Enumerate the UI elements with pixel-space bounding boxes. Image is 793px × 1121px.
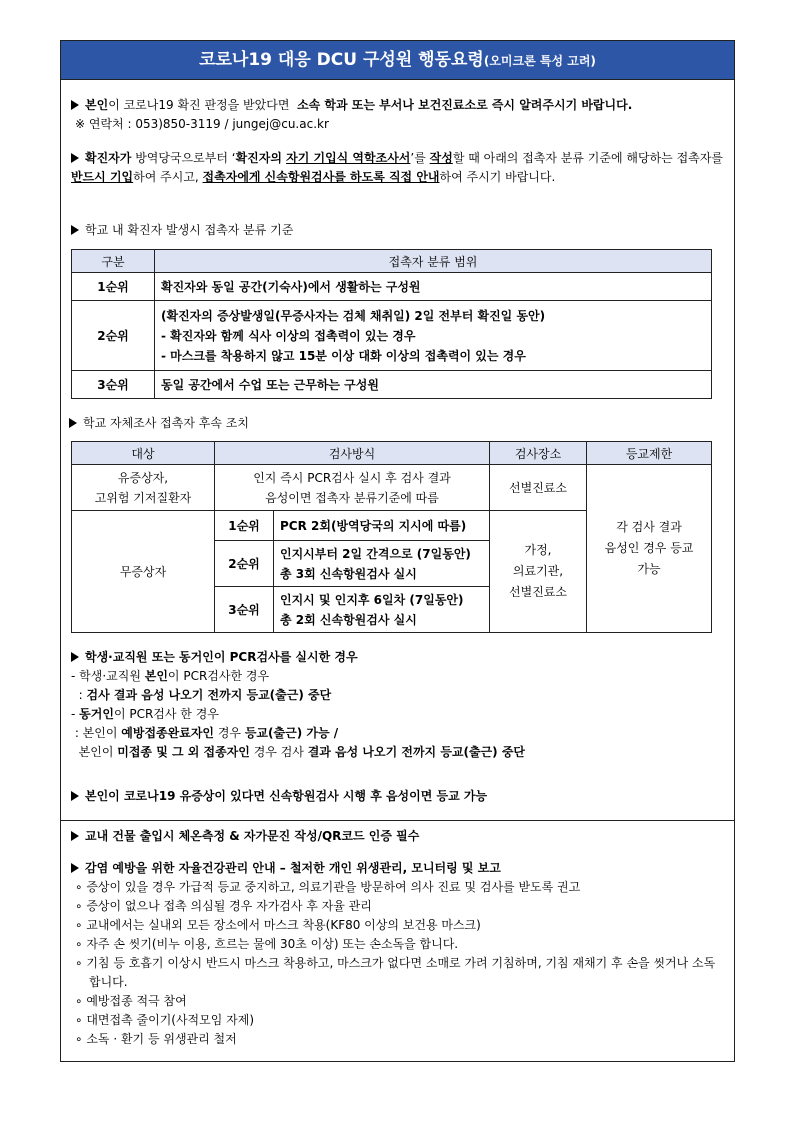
prevention-list xyxy=(71,878,726,1049)
col-header: 검사장소 xyxy=(490,442,587,465)
symptom-notice: 본인이 코로나19 유증상이 있다면 신속항원검사 시행 후 음성이면 등교 가능 xyxy=(71,787,726,806)
col-header: 대상 xyxy=(72,442,215,465)
confirmed-notice: 확진자가 방역당국으로부터 ‘확진자의 자기 기입식 역학조사서’를 작성할 때 아래의 접촉자 분류 기준에 해당하는 접촉자를 반드시 기입하여 주시고, 접촉자에게 신속항원검사를 하도록 직접 안내하여 주시기 바랍니다. xyxy=(71,151,723,184)
classification-table xyxy=(71,249,712,399)
list-item: ∘ 교내에서는 실내외 모든 장소에서 마스크 착용(KF80 이상의 보건용 마스크) xyxy=(75,918,481,932)
triangle-bullet-icon xyxy=(71,153,79,163)
followup-heading: 학교 자체조사 접촉자 후속 조치 xyxy=(69,414,724,433)
triangle-bullet-icon xyxy=(71,831,79,841)
triangle-bullet-icon xyxy=(71,791,79,801)
table-row: 유증상자, 고위험 기저질환자 인지 즉시 PCR검사 실시 후 검사 결과 음성이면 접촉자 분류기준에 따름 선별진료소 각 검사 결과 음성인 경우 등교 가능 xyxy=(72,465,712,511)
followup-table xyxy=(71,441,712,633)
title-main: 코로나19 대응 DCU 구성원 행동요령 xyxy=(199,50,484,70)
table-row: 3순위 인지시 및 인지후 6일차 (7일동안) 총 2회 신속항원검사 실시 xyxy=(72,587,712,633)
list-item: ∘ 대면접촉 줄이기(사적모임 자제) xyxy=(75,1013,255,1027)
list-item: ∘ 증상이 있을 경우 가급적 등교 중지하고, 의료기관을 방문하여 의사 진료 및 검사를 받도록 권고 xyxy=(75,880,581,894)
table-row: 2순위 인지시부터 2일 간격으로 (7일동안) 총 3회 신속항원검사 실시 xyxy=(72,541,712,587)
self-notice: 본인이 코로나19 확진 판정을 받았다면 소속 학과 또는 부서나 보건진료소로 즉시 알려주시기 바랍니다. ※ 연락처 : 053)850-3119 / jungej@cu.ac.kr xyxy=(71,96,726,134)
list-item: ∘ 기침 등 호흡기 이상시 반드시 마스크 착용하고, 마스크가 없다면 소매로 가려 기침하며, 기침 재채기 후 손을 씻거나 소독합니다. xyxy=(75,956,716,989)
entrance-notice: 교내 건물 출입시 체온측정 & 자가문진 작성/QR코드 인증 필수 xyxy=(71,827,726,846)
prevention-section: 감염 예방을 위한 자율건강관리 안내 – 철저한 개인 위생관리, 모니터링 및 보고 ∘ 증상이 있을 경우 가급적 등교 중지하고, 의료기관을 방문하여 의사 진료 및 검사를 받도록 권고 ∘ 증상이 없으나 접촉 의심될 경우 자가검사 후 자율 관리 ∘ 교내에서는 실내외 모든 장소에서 마스크 착용(KF80 이상의 보건용 마스크) ∘ 자주 손 씻기(비누 이용, 흐르는 물에 30초 이상) 또는 손소독을 합니다. ∘ 기침 등 호흡기 이상시 반드시 마스크 착용하고, 마스크가 없다면 소매로 가려 기침하며, 기침 재채기 후 손을 씻거나 소독합니다. ∘ 예방접종 적극 참여 ∘ 대면접촉 줄이기(사적모임 자제) ∘ 소독 · 환기 등 위생관리 철저 xyxy=(71,859,726,1049)
triangle-bullet-icon xyxy=(71,225,79,235)
triangle-bullet-icon xyxy=(71,863,79,873)
col-header: 구분 xyxy=(72,250,155,273)
table-row: 3순위 동일 공간에서 수업 또는 근무하는 구성원 xyxy=(72,371,712,399)
section-divider xyxy=(61,820,734,821)
list-item: ∘ 증상이 없으나 접촉 의심될 경우 자가검사 후 자율 관리 xyxy=(75,899,372,913)
col-header: 접촉자 분류 범위 xyxy=(155,250,712,273)
triangle-bullet-icon xyxy=(71,652,79,662)
table-row: 1순위 확진자와 동일 공간(기숙사)에서 생활하는 구성원 xyxy=(72,273,712,301)
list-item: ∘ 자주 손 씻기(비누 이용, 흐르는 물에 30초 이상) 또는 손소독을 합니다. xyxy=(75,937,459,951)
table-row: 무증상자 1순위 PCR 2회(방역당국의 지시에 따름) 가정, 의료기관, 선별진료소 xyxy=(72,511,712,541)
document-frame xyxy=(60,40,735,1062)
list-item: ∘ 소독 · 환기 등 위생관리 철저 xyxy=(75,1032,237,1046)
list-item: ∘ 예방접종 적극 참여 xyxy=(75,994,187,1008)
title-sub: (오미크론 특성 고려) xyxy=(483,54,596,68)
classification-heading: 학교 내 확진자 발생시 접촉자 분류 기준 xyxy=(71,221,726,240)
col-header: 등교제한 xyxy=(587,442,712,465)
pcr-section: 학생·교직원 또는 동거인이 PCR검사를 실시한 경우 - 학생·교직원 본인이 PCR검사한 경우 : 검사 결과 음성 나오기 전까지 등교(출근) 중단 - 동거인이 PCR검사 한 경우 : 본인이 예방접종완료자인 경우 등교(출근) 가능 / 본인이 미접종 및 그 외 접종자인 경우 검사 결과 음성 나오기 전까지 등교(출근) 중단 xyxy=(71,650,526,759)
col-header: 검사방식 xyxy=(215,442,490,465)
triangle-bullet-icon xyxy=(71,100,79,110)
triangle-bullet-icon xyxy=(69,418,77,428)
title-divider xyxy=(61,79,734,80)
contact-info: ※ 연락처 : 053)850-3119 / jungej@cu.ac.kr xyxy=(75,117,329,131)
table-row: 2순위 (확진자의 증상발생일(무증사자는 검체 채취일) 2일 전부터 확진일 동안) - 확진자와 함께 식사 이상의 접촉력이 있는 경우 - 마스크를 착용하지 않고 15분 이상 대화 이상의 접촉력이 있는 경우 xyxy=(72,301,712,371)
page-title xyxy=(61,41,734,79)
